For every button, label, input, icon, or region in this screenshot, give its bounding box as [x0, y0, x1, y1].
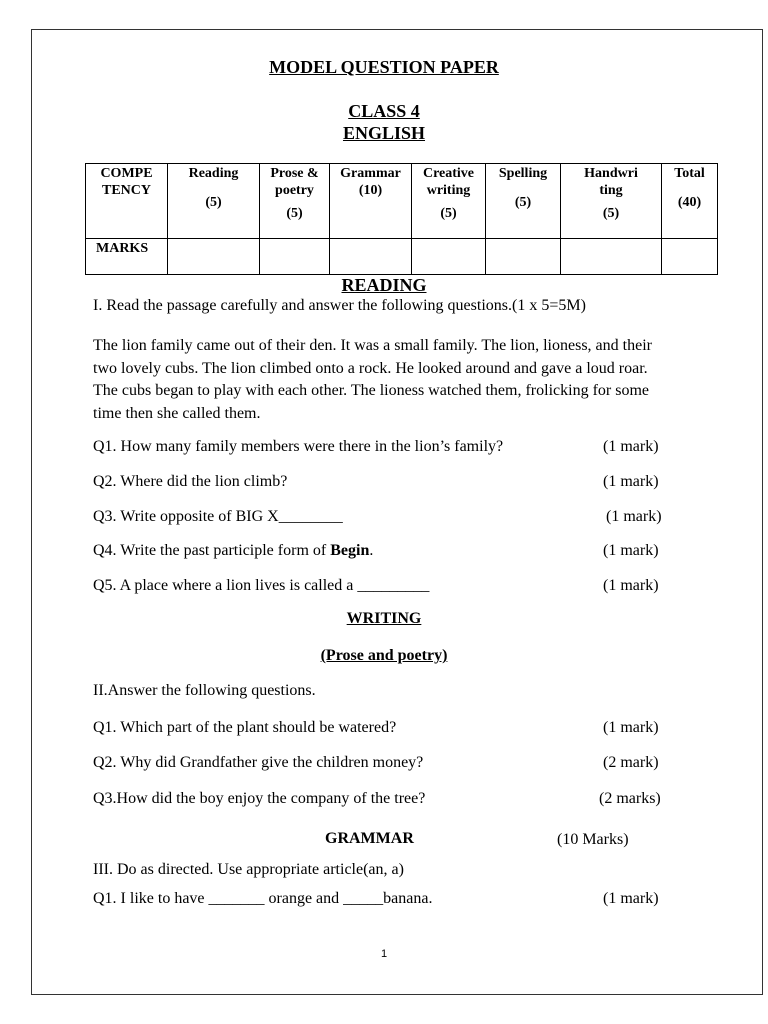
reading-question-3: Q3. Write opposite of BIG X________ [93, 508, 343, 525]
marks-row [86, 239, 718, 275]
reading-passage: The lion family came out of their den. It was a small family. The lion, lioness, and their two lovely cubs. The lion climbed onto a rock. He looked around and gave a loud roar. The cubs began to play with each other. The lioness watched them, frolicking for some time then she called them. [93, 337, 652, 422]
writing-question-2-mark: (2 mark) [603, 754, 659, 771]
reading-question-3-mark: (1 mark) [606, 508, 662, 525]
cell-score: (40) [677, 195, 702, 210]
cell-line: Spelling [498, 166, 548, 181]
cell-line: TENCY [101, 183, 151, 198]
grammar-question-1-mark: (1 mark) [603, 890, 659, 907]
marks-cell [486, 239, 561, 275]
handwriting-cell [561, 164, 662, 239]
cell-line: poetry [275, 183, 314, 198]
cell-score: (5) [514, 195, 532, 210]
writing-heading: WRITING [346, 610, 422, 627]
question-text: . [369, 542, 374, 559]
total-cell [662, 164, 718, 239]
question-text: Q4. Write the past participle form of [93, 542, 331, 559]
grammar-question-1: Q1. I like to have _______ orange and _____banana. [93, 890, 433, 907]
question-keyword: Begin [330, 542, 370, 559]
competency-header-row [86, 164, 718, 239]
cell-line: Reading [188, 166, 239, 181]
marks-cell [561, 239, 662, 275]
cell-line: Prose & [270, 166, 319, 181]
marks-cell [662, 239, 718, 275]
grammar-cell [330, 164, 412, 239]
reading-instruction: I. Read the passage carefully and answer the following questions.(1 x 5=5M) [93, 297, 586, 314]
cell-score: (5) [602, 206, 620, 221]
reading-cell [168, 164, 260, 239]
reading-question-5-mark: (1 mark) [603, 577, 659, 594]
marks-cell [412, 239, 486, 275]
cell-line: Creative [422, 166, 475, 181]
marks-cell [260, 239, 330, 275]
writing-question-3: Q3.How did the boy enjoy the company of the tree? [93, 790, 426, 807]
cell-line: Total [674, 166, 705, 181]
reading-question-5: Q5. A place where a lion lives is called a _________ [93, 577, 430, 594]
page-number: 1 [380, 948, 388, 960]
writing-question-2: Q2. Why did Grandfather give the children money? [93, 754, 424, 771]
writing-question-1-mark: (1 mark) [603, 719, 659, 736]
marks-cell [330, 239, 412, 275]
marks-cell [168, 239, 260, 275]
cell-line: Handwri [584, 166, 638, 181]
writing-instruction: II.Answer the following questions. [93, 682, 316, 699]
class-label: CLASS 4 [348, 101, 420, 121]
spelling-cell [486, 164, 561, 239]
writing-question-3-mark: (2 marks) [599, 790, 661, 807]
grammar-marks: (10 Marks) [557, 831, 629, 848]
marks-label-cell: MARKS [86, 239, 168, 275]
grammar-heading: GRAMMAR [325, 830, 414, 847]
cell-score: (5) [440, 206, 457, 221]
competency-cell [86, 164, 168, 239]
cell-line: ting [599, 183, 623, 198]
reading-question-2-mark: (1 mark) [603, 473, 659, 490]
paper-title: MODEL QUESTION PAPER [269, 57, 499, 77]
cell-score: (5) [286, 206, 303, 221]
cell-line: (10) [358, 183, 383, 198]
reading-heading: READING [341, 275, 427, 295]
reading-question-4 [93, 542, 373, 560]
reading-question-2: Q2. Where did the lion climb? [93, 473, 288, 490]
creative-writing-cell [412, 164, 486, 239]
grammar-instruction: III. Do as directed. Use appropriate article(an, a) [93, 861, 404, 878]
writing-question-1: Q1. Which part of the plant should be watered? [93, 719, 397, 736]
reading-question-1: Q1. How many family members were there in the lion’s family? [93, 438, 504, 455]
writing-subheading: (Prose and poetry) [320, 647, 448, 664]
cell-line: writing [426, 183, 471, 198]
subject-label: ENGLISH [342, 123, 426, 143]
competency-marks-table [85, 163, 718, 275]
cell-score: (5) [205, 195, 222, 210]
cell-line: Grammar [340, 166, 401, 181]
reading-question-4-mark: (1 mark) [603, 542, 659, 559]
cell-line: COMPE [100, 166, 153, 181]
prose-poetry-cell [260, 164, 330, 239]
reading-question-1-mark: (1 mark) [603, 438, 659, 455]
